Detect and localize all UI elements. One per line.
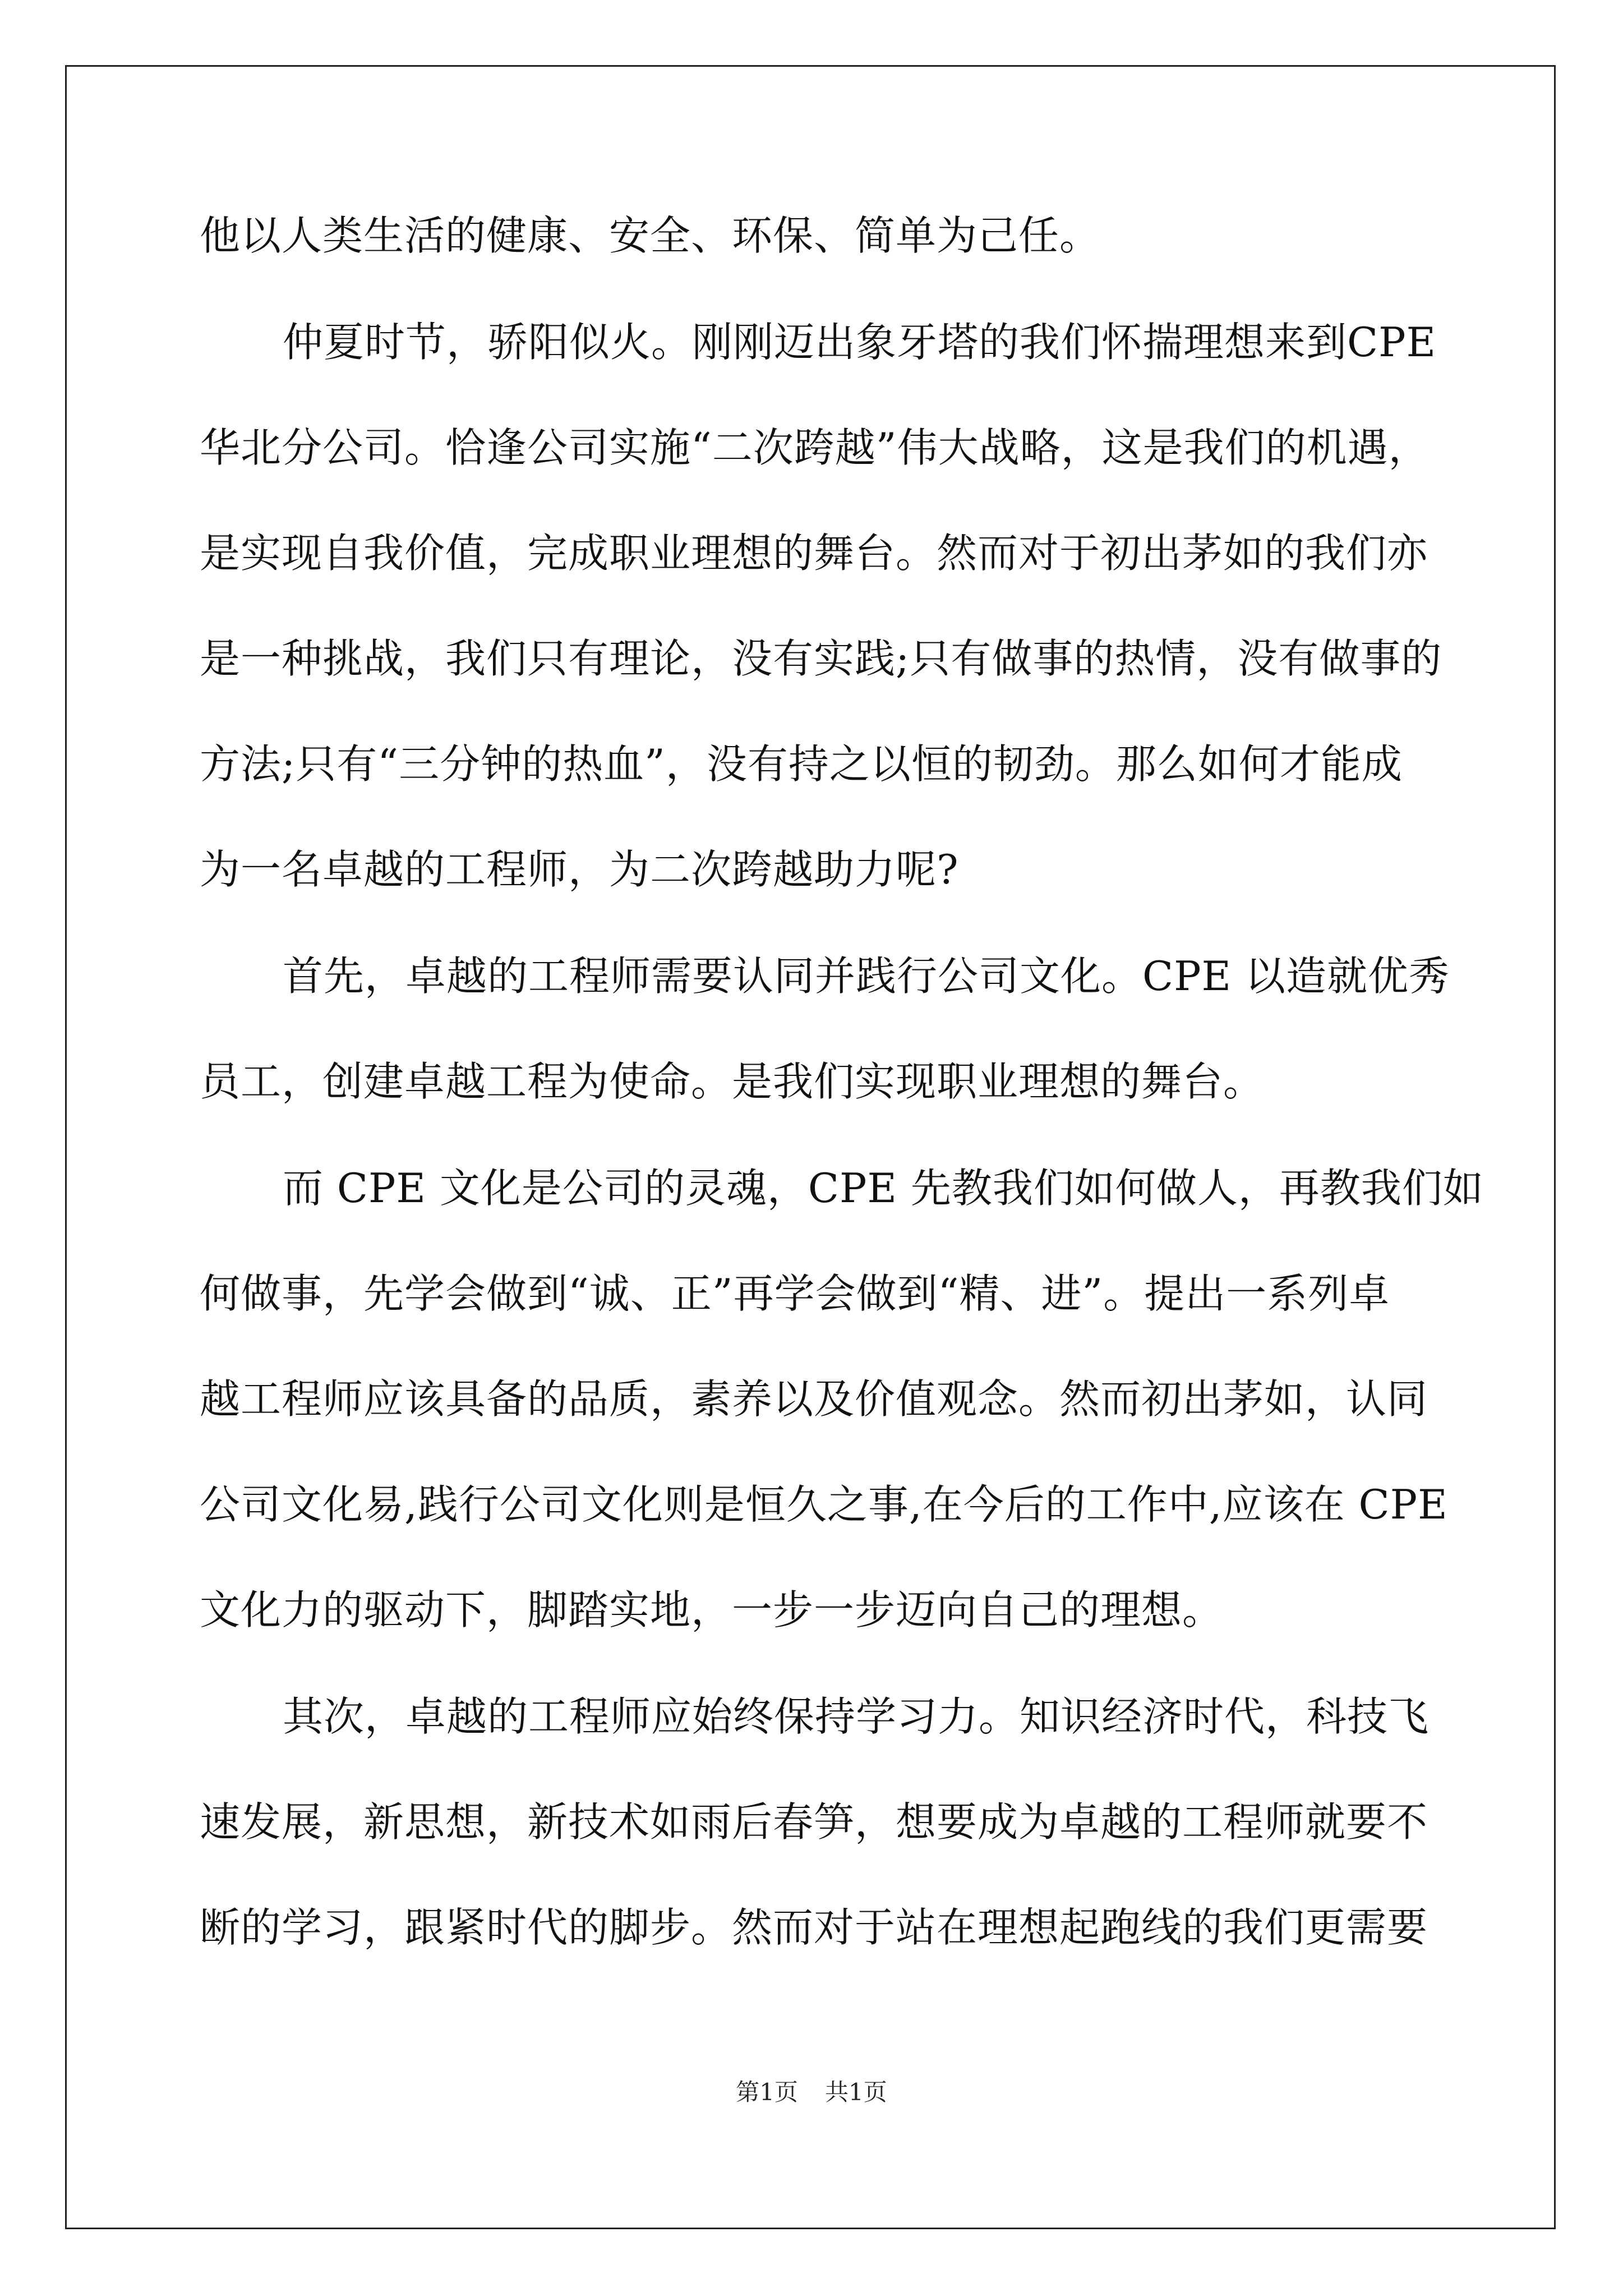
text-line: 越工程师应该具备的品质，素养以及价值观念。然而初出茅如，认同: [200, 1375, 1428, 1423]
total-pages: 共1页: [825, 2078, 887, 2106]
paragraph-start-line: 而 CPE 文化是公司的灵魂，CPE 先教我们如何做人，再教我们如: [283, 1165, 1484, 1212]
text-line: 何做事，先学会做到“诚、正”再学会做到“精、进”。提出一系列卓: [200, 1270, 1390, 1317]
text-line: 文化力的驱动下，脚踏实地，一步一步迈向自己的理想。: [200, 1586, 1224, 1634]
page-footer: [0, 2076, 1623, 2109]
text-line: 华北分公司。恰逢公司实施“二次跨越”伟大战略，这是我们的机遇，: [200, 424, 1430, 471]
paragraph-start-line: 仲夏时节，骄阳似火。刚刚迈出象牙塔的我们怀揣理想来到CPE: [283, 319, 1437, 366]
text-line: 断的学习，跟紧时代的脚步。然而对于站在理想起跑线的我们更需要: [200, 1904, 1428, 1951]
text-line: 是一种挑战，我们只有理论，没有实践;只有做事的热情，没有做事的: [200, 635, 1442, 682]
paragraph-start-line: 首先，卓越的工程师需要认同并践行公司文化。CPE 以造就优秀: [283, 953, 1450, 1000]
text-line: 员工，创建卓越工程为使命。是我们实现职业理想的舞台。: [200, 1058, 1265, 1105]
text-line: 是实现自我价值，完成职业理想的舞台。然而对于初出茅如的我们亦: [200, 530, 1428, 577]
text-line: 公司文化易,践行公司文化则是恒久之事,在今后的工作中,应该在 CPE: [200, 1481, 1448, 1528]
text-line: 方法;只有“三分钟的热血”，没有持之以恒的韧劲。那么如何才能成: [200, 740, 1403, 788]
text-line: 他以人类生活的健康、安全、环保、简单为己任。: [200, 212, 1101, 259]
paragraph-start-line: 其次，卓越的工程师应始终保持学习力。知识经济时代，科技飞: [283, 1693, 1430, 1740]
text-line: 为一名卓越的工程师，为二次跨越助力呢?: [200, 846, 959, 893]
page-number: 第1页: [736, 2078, 798, 2106]
text-line: 速发展，新思想，新技术如雨后春笋，想要成为卓越的工程师就要不: [200, 1798, 1428, 1846]
